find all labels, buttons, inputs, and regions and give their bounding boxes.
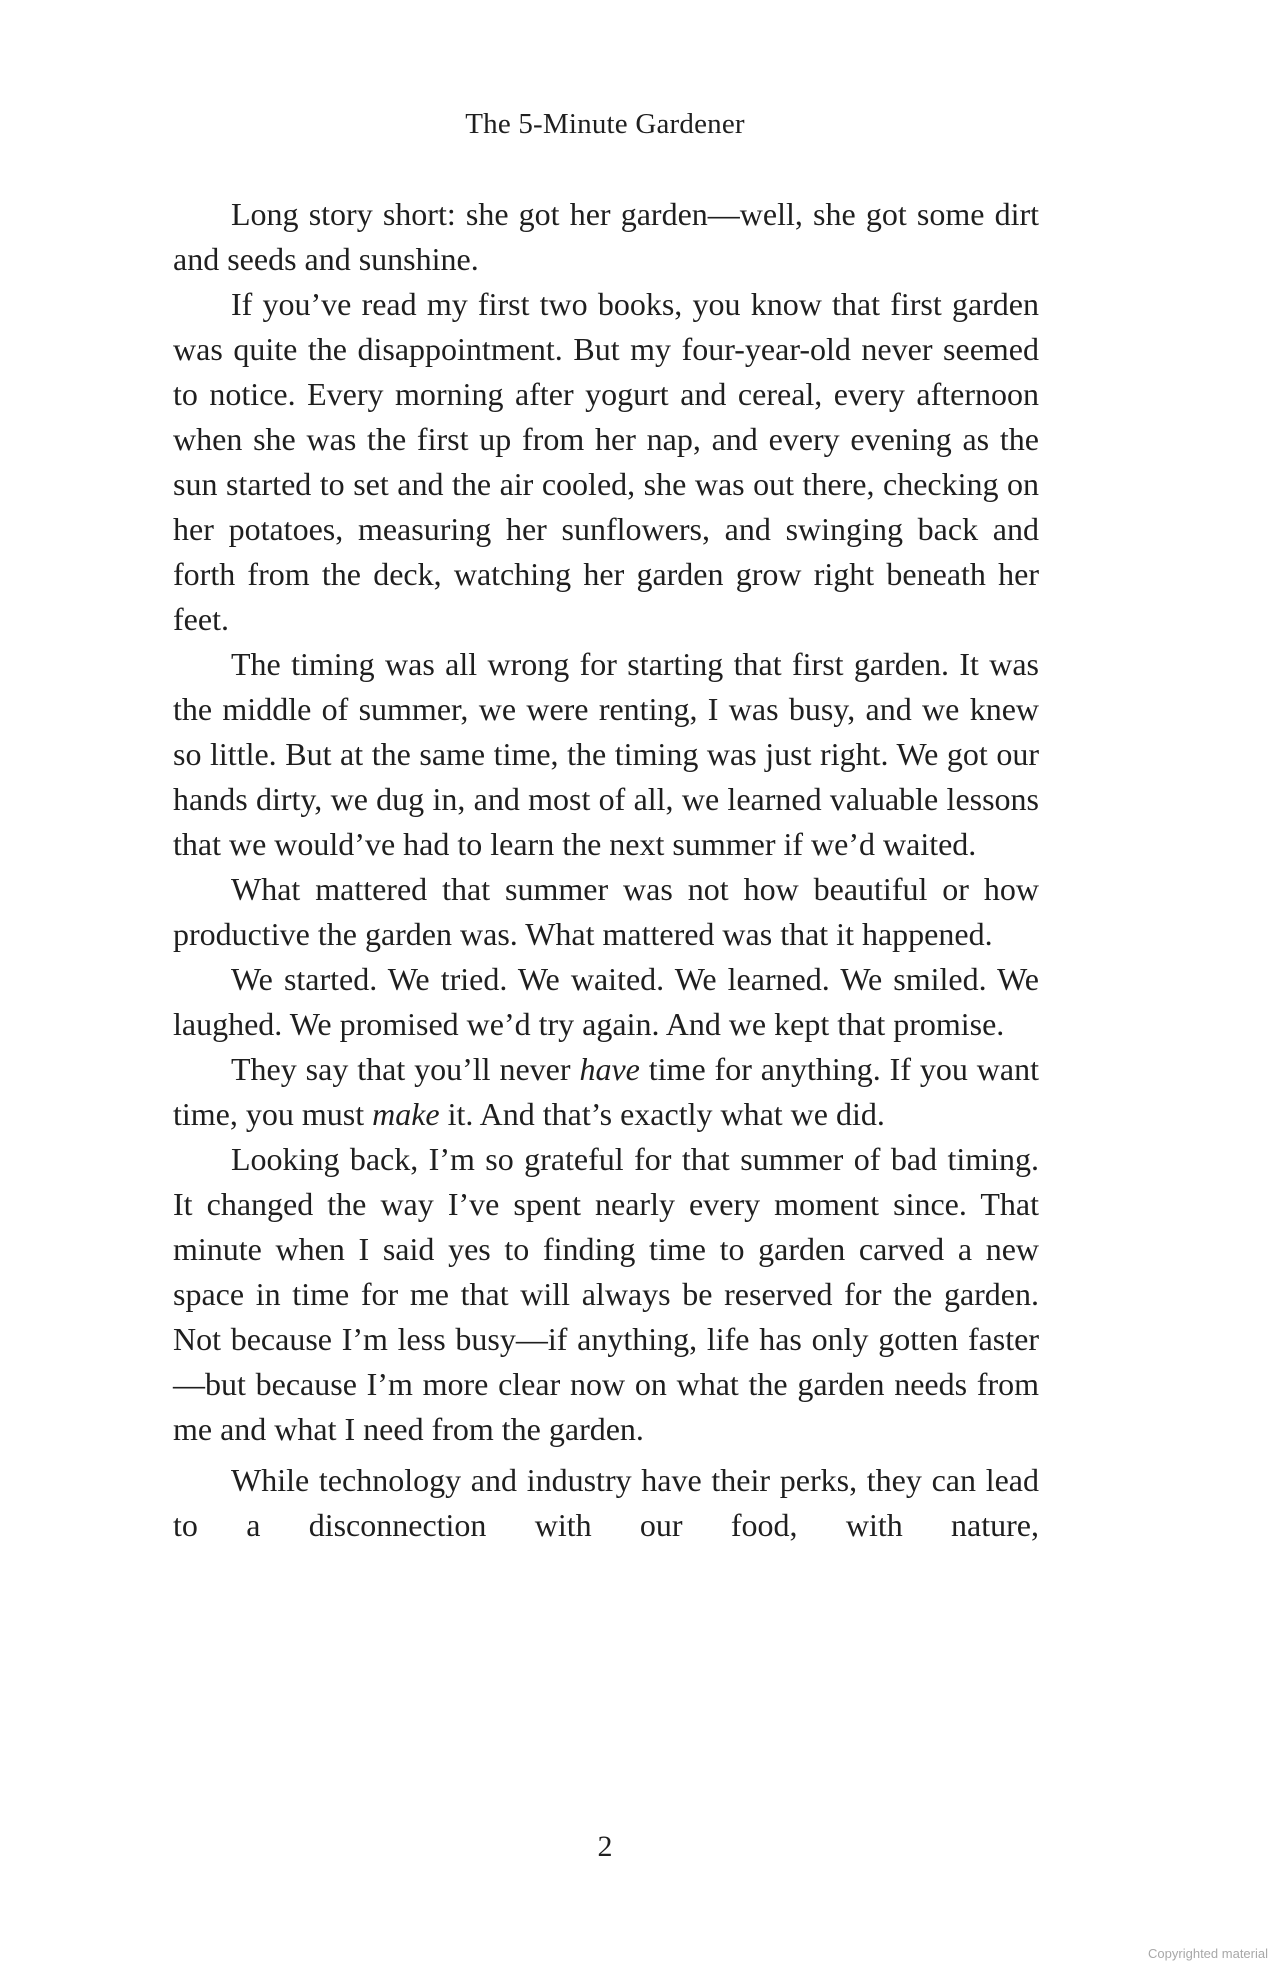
text-run: We started. We tried. We waited. We learned. We smiled. We laughed. We promised we’d try again. And we kept that promise. [173,961,1039,1042]
text-run: time for anything. If you want time, you must [173,1051,1040,1132]
paragraph-p6 [173,1047,1039,1137]
paragraph-p5 [173,957,1039,1047]
body-text [173,192,1039,1548]
text-run: If you’ve read my first two books, you know that first garden was quite the disappointment. But my four-year-old never seemed to notice. Every morning after yogurt and cereal, every afternoon when she was the first up from her nap, and every evening as the sun started to set and the air cooled, she was out there, checking on her potatoes, measuring her sunflowers, and swinging back and forth from the deck, watching her garden grow right beneath her feet. [173,286,1039,637]
paragraph-p3 [173,642,1039,867]
paragraph-p2 [173,282,1039,642]
paragraph-p7 [173,1137,1039,1452]
text-run: The timing was all wrong for starting that first garden. It was the middle of summer, we were renting, I was busy, and we knew so little. But at the same time, the timing was just right. We got our hands dirty, we dug in, and most of all, we learned valuable lessons that we would’ve had to learn the next summer if we’d waited. [173,646,1039,862]
running-head: The 5-Minute Gardener [465,108,745,140]
text-run: While technology and industry have their perks, they can lead to a disconnection with our food, with nature, [173,1462,1039,1543]
text-run: What mattered that summer was not how beautiful or how productive the garden was. What mattered was that it happened. [173,871,1039,952]
text-run: They say that you’ll never [231,1051,580,1087]
text-run: Looking back, I’m so grateful for that summer of bad timing. It changed the way I’ve spent nearly every moment since. That minute when I said yes to finding time to garden carved a new space in time for me that will always be reserved for the garden. Not because I’m less busy—if anything, life has only gotten faster—but because I’m more clear now on what the garden needs from me and what I need from the garden. [173,1141,1039,1447]
text-run: Long story short: she got her garden—well, she got some dirt and seeds and sunshine. [173,196,1039,277]
italic-text: have [579,1051,640,1087]
copyright-watermark: Copyrighted material [1148,1946,1268,1961]
page-number: 2 [597,1830,613,1863]
paragraph-p1 [173,192,1039,282]
italic-text: make [372,1096,440,1132]
paragraph-p8 [173,1458,1039,1548]
paragraph-p4 [173,867,1039,957]
text-run: it. And that’s exactly what we did. [439,1096,885,1132]
